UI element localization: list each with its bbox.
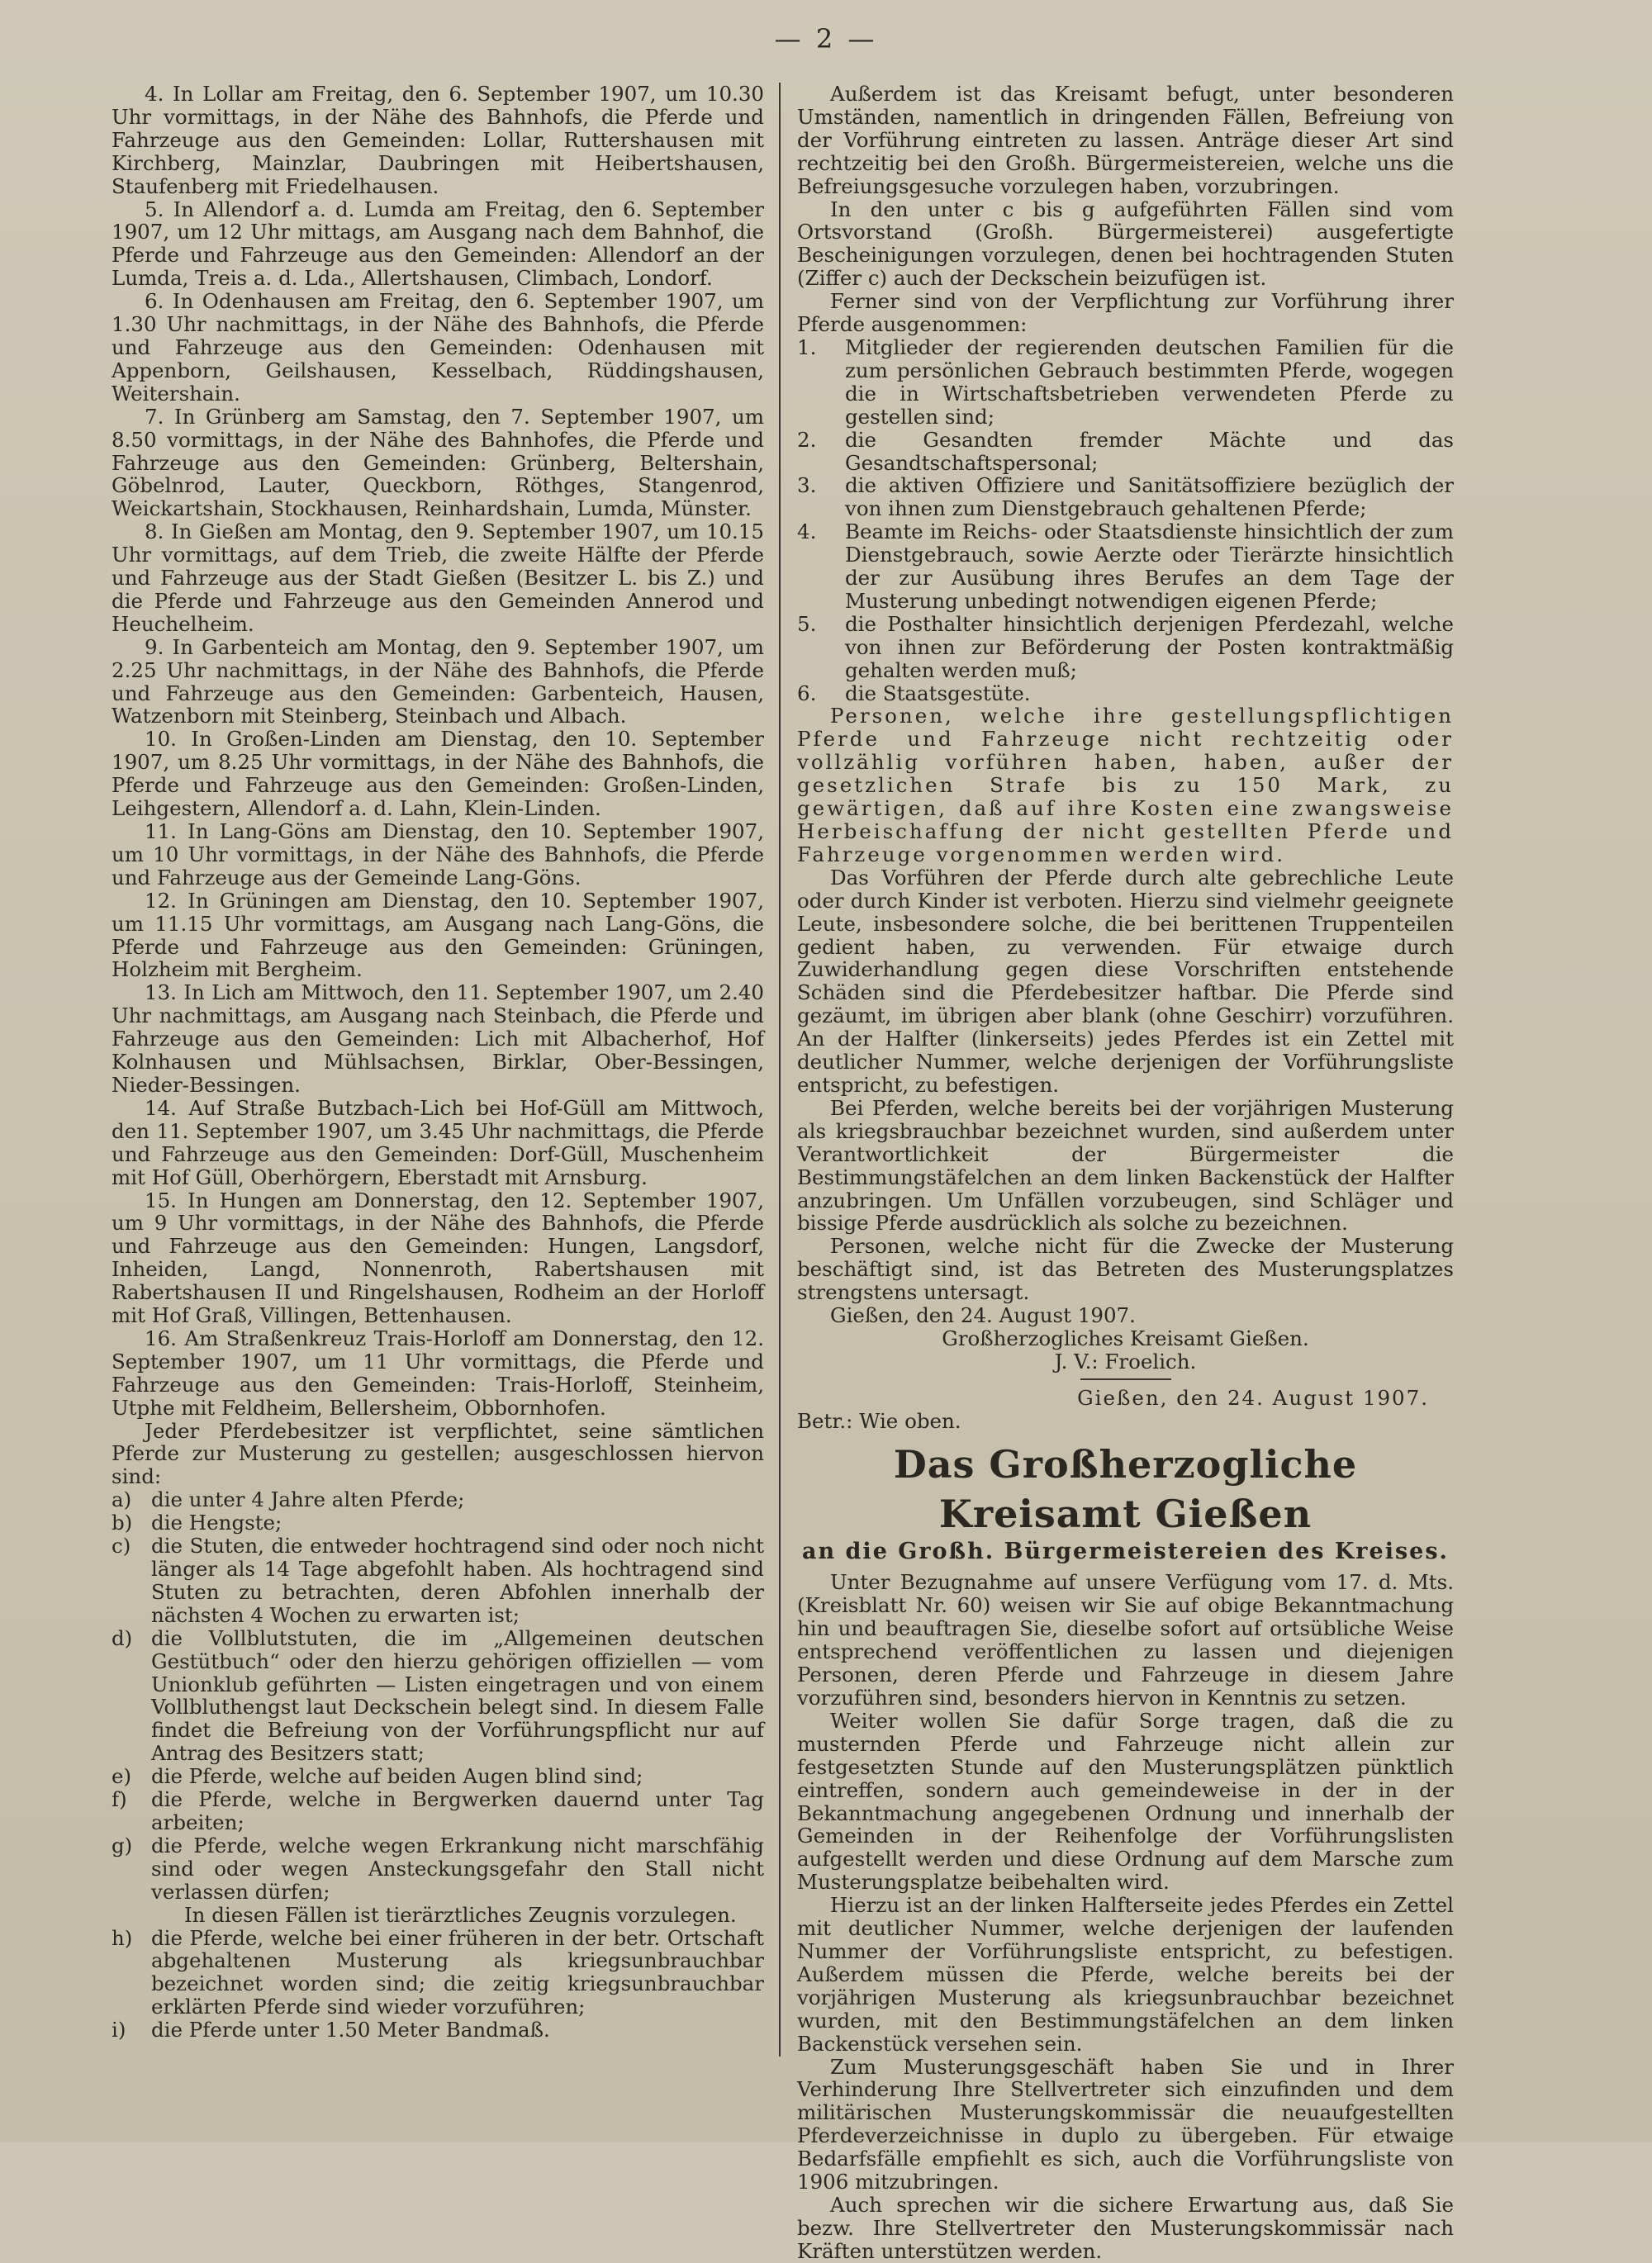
exemption-text: die unter 4 Jahre alten Pferde; (151, 1487, 465, 1512)
duty-exemption-item (797, 474, 1454, 520)
instruction-paragraph-5: Auch sprechen wir die sichere Erwartung aus, daß Sie bezw. Ihre Stellvertreter den Musterungskommissär nach Kräften unterstützen werden. (797, 2192, 1454, 2263)
duty-exemption-item (797, 520, 1454, 613)
exemption-label: g) (112, 1833, 133, 1857)
notice-item-16: 16. Am Straßenkreuz Trais-Horloff am Donnerstag, den 12. September 1907, um 11 Uhr vormittags, die Pferde und Fahrzeuge aus den Gemeinden: Trais-Horloff, Steinheim, Utphe mit Feldheim, Bellersheim, Obbornhofen. (112, 1326, 764, 1420)
exemption-label: c) (112, 1534, 131, 1558)
exemption-label: h) (112, 1925, 133, 1950)
exemption-label: a) (112, 1487, 132, 1512)
duty-exemption-label: 4. (797, 519, 817, 544)
left-column (112, 83, 764, 2042)
exemption-text: die Pferde unter 1.50 Meter Bandmaß. (151, 2018, 550, 2042)
column-divider (779, 83, 781, 2057)
notice-item-15: 15. In Hungen am Donnerstag, den 12. September 1907, um 9 Uhr vormittags, in der Nähe des Bahnhofs, die Pferde und Fahrzeuge aus den Gemeinden: Hungen, Langsdorf, Inheiden, Langd, Nonnenroth, Rabertshausen mit Rabertshausen II und Ringelshausen, Rodheim an der Horloff mit Hof Graß, Villingen, Bettenhausen. (112, 1188, 764, 1328)
exemption-item (112, 1535, 764, 1627)
exemption-text: die Pferde, welche wegen Erkrankung nicht marschfähig sind oder wegen Ansteckungsgefahr den Stall nicht verlassen dürfen; (151, 1833, 764, 1904)
duty-exemption-item (797, 613, 1454, 682)
subject-line: Betr.: Wie oben. (797, 1408, 961, 1433)
identification-paragraph: Bei Pferden, welche bereits bei der vorjährigen Musterung als kriegsbrauchbar bezeichnet wurden, sind außerdem unter Verantwortlichkeit der Bürgermeister die Bestimmungstäfelchen an dem linken Backenstück der Halfter anzubringen. Um Unfällen vorzubeugen, sind Schläger und bissige Pferde ausdrücklich als solche zu bezeichnen. (797, 1095, 1454, 1236)
duty-exemption-list (797, 336, 1454, 705)
exemption-label: d) (112, 1625, 133, 1650)
exemption-text: die Pferde, welche bei einer früheren in der betr. Ortschaft abgehaltenen Musterung als kriegsunbrauchbar bezeichnet worden sind; die zeitig kriegsunbrauchbar erklärten Pferde sind wieder vorzuführen; (151, 1925, 764, 2019)
instruction-paragraph-4: Zum Musterungsgeschäft haben Sie und in Ihrer Verhinderung Ihre Stellvertreter sich einzufinden und dem militärischen Musterungskommissär die neuaufgestellten Pferdeverzeichnisse in duplo zu übergeben. Für etwaige Bedarfsfälle empfiehlt es sich, auch die Vorführungsliste von 1906 mitzubringen. (797, 2054, 1454, 2194)
exemption-text: die Pferde, welche in Bergwerken dauernd unter Tag arbeiten; (151, 1787, 764, 1834)
exemption-label: f) (112, 1787, 127, 1812)
instruction-paragraph-1: Unter Bezugnahme auf unsere Verfügung vom 17. d. Mts. (Kreisblatt Nr. 60) weisen wir Sie auf obige Bekanntmachung hin und beauftragen Sie, dieselbe sofort auf ortsübliche Weise entsprechend veröffentlichen zu lassen und diejenigen Personen, deren Pferde und Fahrzeuge in diesem Jahre vorzuführen sind, besonders hiervon in Kenntnis zu setzen. (797, 1570, 1454, 1710)
issuing-authority: Großherzogliches Kreisamt Gießen. (942, 1326, 1309, 1350)
notice-item-4: 4. In Lollar am Freitag, den 6. September 1907, um 10.30 Uhr vormittags, in der Nähe des Bahnhofs, die Pferde und Fahrzeuge aus den Gemeinden: Lollar, Ruttershausen mit Kirchberg, Mainzlar, Daubringen mit Heibertshausen, Staufenberg mit Friedelhausen. (112, 82, 764, 198)
exemption-label: b) (112, 1511, 133, 1535)
exemption-label: e) (112, 1764, 132, 1789)
exemption-item (112, 1488, 764, 1511)
duty-exemption-label: 3. (797, 473, 817, 498)
duty-exemption-label: 6. (797, 681, 817, 705)
access-ban-paragraph: Personen, welche nicht für die Zwecke der Musterung beschäftigt sind, ist das Betreten des Musterungsplatzes strengstens untersagt. (797, 1234, 1454, 1305)
exemption-text: die Vollblutstuten, die im „Allgemeinen deutschen Gestütbuch“ oder den hierzu gehörigen offiziellen — vom Unionklub geführten — Listen eingetragen und von einem Vollbluthengst laut Deckschein belegt sind. In diesem Falle findet die Befreiung von der Vorführungspflicht nur auf Antrag des Besitzers statt; (151, 1625, 764, 1766)
exemption-item (112, 1627, 764, 1765)
presentation-rules-paragraph: Das Vorführen der Pferde durch alte gebrechliche Leute oder durch Kinder ist verboten. Hierzu sind vielmehr geeignete Leute, insbesondere solche, die bei berittenen Truppenteilen gedient haben, zu verwenden. Für etwaige durch Zuwiderhandlung gegen diese Vorschriften entstehende Schäden sind die Pferdebesitzer haftbar. Die Pferde sind gezäumt, im übrigen aber blank (ohne Geschirr) vorzuführen. An der Halfter (linkerseits) jedes Pferdes ist ein Zettel mit deutlicher Nummer, welche derjenigen der Vorführungsliste entspricht, zu befestigen. (797, 865, 1454, 1097)
second-date: Gießen, den 24. August 1907. (1077, 1385, 1429, 1410)
exemption-item (112, 1788, 764, 1834)
subheadline: an die Großh. Bürgermeistereien des Kreises. (802, 1538, 1449, 1564)
page-number: — 2 — (774, 23, 878, 55)
exemption-text: die Hengste; (151, 1511, 282, 1535)
notice-item-6: 6. In Odenhausen am Freitag, den 6. September 1907, um 1.30 Uhr nachmittags, in der Nähe des Bahnhofs, die Pferde und Fahrzeuge aus den Gemeinden: Odenhausen mit Appenborn, Geilshausen, Kesselbach, Rüddingshausen, Weitershain. (112, 289, 764, 406)
certificate-paragraph: In den unter c bis g aufgeführten Fällen sind vom Ortsvorstand (Großh. Bürgermeisterei) ausgefertigte Bescheinigungen vorzulegen, denen bei hochtragenden Stuten (Ziffer c) auch der Deckschein beizufügen ist. (797, 197, 1454, 291)
right-column (797, 83, 1454, 2263)
exemption-list (112, 1488, 764, 2042)
exemption-item (112, 2019, 764, 2042)
notice-item-8: 8. In Gießen am Montag, den 9. September 1907, um 10.15 Uhr vormittags, auf dem Trieb, die zweite Hälfte der Pferde und Fahrzeuge aus der Stadt Gießen (Besitzer L. bis Z.) und die Pferde und Fahrzeuge aus den Gemeinden Annerod und Heuchelheim. (112, 519, 764, 636)
headline: Das Großherzogliche Kreisamt Gießen (893, 1441, 1358, 1536)
notice-item-14: 14. Auf Straße Butzbach-Lich bei Hof-Güll am Mittwoch, den 11. September 1907, um 3.45 Uhr nachmittags, die Pferde und Fahrzeuge aus den Gemeinden: Dorf-Güll, Muschenheim mit Hof Güll, Oberhörgern, Eberstadt mit Arnsburg. (112, 1095, 764, 1189)
notice-item-10: 10. In Großen-Linden am Dienstag, den 10. September 1907, um 8.25 Uhr vormittags, in der Nähe des Bahnhofs, die Pferde und Fahrzeuge aus den Gemeinden: Großen-Linden, Leihgestern, Allendorf a. d. Lahn, Klein-Linden. (112, 727, 764, 821)
exemption-item (112, 1765, 764, 1788)
signature: J. V.: Froelich. (1054, 1349, 1197, 1373)
duty-exemption-text: die aktiven Offiziere und Sanitätsoffiziere bezüglich der von ihnen zum Dienstgebrauch gehaltenen Pferde; (845, 473, 1454, 521)
duty-exemption-label: 2. (797, 427, 817, 452)
penalty-paragraph: Personen, welche ihre gestellungspflichtigen Pferde und Fahrzeuge nicht rechtzeitig oder vollzählig vorführen haben, haben, außer der gesetzlichen Strafe bis zu 150 Mark, zu gewärtigen, daß auf ihre Kosten eine zwangsweise Herbeischaffung der nicht gestellten Pferde und Fahrzeuge vorgenommen werden wird. (797, 704, 1454, 866)
duty-exemption-item (797, 336, 1454, 429)
duty-exemption-label: 1. (797, 334, 817, 359)
duty-exemption-item (797, 429, 1454, 475)
duty-exemption-text: Beamte im Reichs- oder Staatsdienste hinsichtlich der zum Dienstgebrauch, sowie Aerzte oder Tierärzte hinsichtlich der zur Ausübung ihres Berufes an dem Tage der Musterung unbedingt notwendigen eigenen Pferde; (845, 519, 1454, 613)
instruction-paragraph-3: Hierzu ist an der linken Halfterseite jedes Pferdes ein Zettel mit deutlicher Nummer, welche derjenigen der laufenden Nummer der Vorführungsliste entspricht, zu befestigen. Außerdem müssen die Pferde, welche bereits bei der vorjährigen Musterung als kriegsunbrauchbar bezeichnet wurden, mit den Bestimmungstäfelchen an dem linken Backenstück versehen sein. (797, 1893, 1454, 2056)
notice-item-12: 12. In Grüningen am Dienstag, den 10. September 1907, um 11.15 Uhr vormittags, am Ausgang nach Lang-Göns, die Pferde und Fahrzeuge aus den Gemeinden: Grüningen, Holzheim mit Bergheim. (112, 888, 764, 982)
duty-exemption-text: die Gesandten fremder Mächte und das Gesandtschaftspersonal; (845, 427, 1454, 475)
exemption-label: i) (112, 2018, 126, 2042)
notice-item-5: 5. In Allendorf a. d. Lumda am Freitag, den 6. September 1907, um 12 Uhr mittags, am Ausgang nach dem Bahnhof, die Pferde und Fahrzeuge aus den Gemeinden: Allendorf an der Lumda, Treis a. d. Lda., Allertshausen, Climbach, Londorf. (112, 197, 764, 291)
signature-rule (1080, 1378, 1171, 1380)
exemption-text: In diesen Fällen ist tierärztliches Zeugnis vorzulegen. (184, 1902, 737, 1927)
place-date: Gießen, den 24. August 1907. (830, 1303, 1136, 1328)
obligation-paragraph: Jeder Pferdebesitzer ist verpflichtet, seine sämtlichen Pferde zur Musterung zu gestellen; ausgeschlossen hiervon sind: (112, 1418, 764, 1489)
duty-exemption-item (797, 682, 1454, 705)
duty-exemption-text: Mitglieder der regierenden deutschen Familien für die zum persönlichen Gebrauch bestimmten Pferde, wogegen die in Wirtschaftsbetrieben verwendeten Pferde zu gestellen sind; (845, 334, 1454, 429)
exemption-item (112, 1834, 764, 1904)
authority-exemption-paragraph: Außerdem ist das Kreisamt befugt, unter besonderen Umständen, namentlich in dringenden Fällen, Befreiung von der Vorführung eintreten zu lassen. Anträge dieser Art sind rechtzeitig bei den Großh. Bürgermeistereien, welche uns die Befreiungsgesuche vorzulegen haben, vorzubringen. (797, 82, 1454, 198)
exemption-item (112, 1927, 764, 2019)
duty-exemption-text: die Staatsgestüte. (845, 681, 1031, 705)
exemption-text: die Stuten, die entweder hochtragend sind oder noch nicht länger als 14 Tage abgefohlt haben. Als hochtragend sind Stuten zu betrachten, deren Abfohlen innerhalb der nächsten 4 Wochen zu erwarten ist; (151, 1534, 764, 1627)
exemption-text: die Pferde, welche auf beiden Augen blind sind; (151, 1764, 643, 1789)
notice-item-9: 9. In Garbenteich am Montag, den 9. September 1907, um 2.25 Uhr nachmittags, in der Nähe des Bahnhofs, die Pferde und Fahrzeuge aus den Gemeinden: Garbenteich, Hausen, Watzenborn mit Steinberg, Steinbach und Albach. (112, 634, 764, 728)
exemption-item (112, 1511, 764, 1535)
further-exemptions-intro: Ferner sind von der Verpflichtung zur Vorführung ihrer Pferde ausgenommen: (797, 289, 1454, 337)
notice-item-13: 13. In Lich am Mittwoch, den 11. September 1907, um 2.40 Uhr nachmittags, am Ausgang nach Steinbach, die Pferde und Fahrzeuge aus den Gemeinden: Lich mit Albacherhof, Hof Kolnhausen und Mühlsachsen, Birklar, Ober-Bessingen, Nieder-Bessingen. (112, 980, 764, 1097)
instruction-paragraph-2: Weiter wollen Sie dafür Sorge tragen, daß die zu musternden Pferde und Fahrzeuge nicht allein zur festgesetzten Stunde auf den Musterungsplätzen pünktlich eintreffen, sondern auch gemeindeweise in der in der Bekanntmachung angegebenen Ordnung und innerhalb der Gemeinden in der Reihenfolge der Vorführungslisten aufgestellt werden und diese Ordnung auf dem Marsche zum Musterungsplatze beibehalten wird. (797, 1708, 1454, 1895)
notice-item-7: 7. In Grünberg am Samstag, den 7. September 1907, um 8.50 vormittags, in der Nähe des Bahnhofes, die Pferde und Fahrzeuge aus den Gemeinden: Grünberg, Beltershain, Göbelnrod, Lauter, Queckborn, Röthges, Stangenrod, Weickartshain, Stockhausen, Reinhardshain, Lumda, Münster. (112, 404, 764, 521)
notice-item-11: 11. In Lang-Göns am Dienstag, den 10. September 1907, um 10 Uhr vormittags, in der Nähe des Bahnhofs, die Pferde und Fahrzeuge aus der Gemeinde Lang-Göns. (112, 819, 764, 890)
duty-exemption-label: 5. (797, 611, 817, 636)
exemption-note (112, 1904, 764, 1927)
duty-exemption-text: die Posthalter hinsichtlich derjenigen Pferdezahl, welche von ihnen zur Beförderung der Posten kontraktmäßig gehalten werden muß; (845, 611, 1454, 682)
